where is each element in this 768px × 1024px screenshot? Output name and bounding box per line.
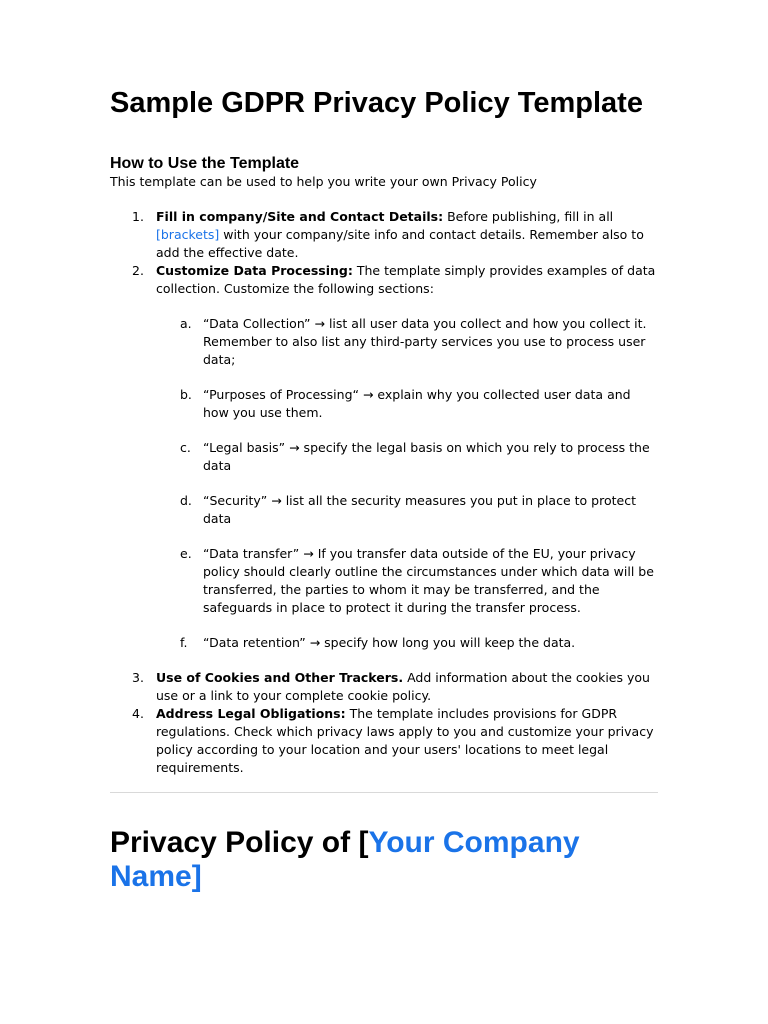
sub-instruction-text: “Data Collection” → list all user data you collect and how you collect it. Remember to also list any third-party services you use to process user data; bbox=[203, 316, 647, 367]
sub-instruction-letter: f. bbox=[180, 635, 188, 650]
instruction-lead: Customize Data Processing: bbox=[156, 263, 353, 278]
sub-instruction-letter: c. bbox=[180, 440, 191, 455]
document-title: Sample GDPR Privacy Policy Template bbox=[110, 87, 643, 119]
sub-instruction-text: “Security” → list all the security measures you put in place to protect data bbox=[203, 493, 636, 526]
section-divider bbox=[110, 792, 658, 793]
instruction-number: 3. bbox=[132, 670, 144, 685]
sub-instruction-item bbox=[156, 439, 658, 475]
sub-instruction-item bbox=[156, 545, 658, 617]
sub-instruction-text: “Legal basis” → specify the legal basis on which you rely to process the data bbox=[203, 440, 650, 473]
instruction-list bbox=[110, 208, 658, 777]
instruction-number: 2. bbox=[132, 263, 144, 278]
instruction-item bbox=[110, 705, 658, 777]
sub-instruction-item bbox=[156, 634, 658, 652]
sub-instruction-letter: a. bbox=[180, 316, 192, 331]
policy-title bbox=[110, 826, 658, 894]
company-name-placeholder: Your Company Name] bbox=[110, 826, 580, 893]
sub-instruction-text: “Data retention” → specify how long you will keep the data. bbox=[203, 635, 576, 650]
sub-instruction-letter: d. bbox=[180, 493, 192, 508]
instruction-item bbox=[110, 669, 658, 705]
sub-instruction-item bbox=[156, 386, 658, 422]
instruction-lead: Address Legal Obligations: bbox=[156, 706, 346, 721]
instruction-lead: Fill in company/Site and Contact Details: bbox=[156, 209, 444, 224]
instruction-text: with your company/site info and contact details. Remember also to add the effective date. bbox=[156, 227, 644, 260]
sub-instruction-letter: b. bbox=[180, 387, 192, 402]
sub-instruction-item bbox=[156, 315, 658, 369]
instruction-lead: Use of Cookies and Other Trackers. bbox=[156, 670, 404, 685]
instruction-item bbox=[110, 208, 658, 262]
instruction-text: The template includes provisions for GDPR regulations. Check which privacy laws apply to you and customize your privacy policy according to your location and your users' locations to meet legal requirements. bbox=[156, 706, 654, 775]
instruction-text: Before publishing, fill in all bbox=[443, 209, 614, 224]
instruction-number: 1. bbox=[132, 209, 144, 224]
sub-instruction-letter: e. bbox=[180, 546, 192, 561]
sub-instruction-text: “Purposes of Processing“ → explain why you collected user data and how you use them. bbox=[203, 387, 631, 420]
instruction-text: The template simply provides examples of data collection. Customize the following sections: bbox=[156, 263, 656, 296]
sub-instruction-text: “Data transfer” → If you transfer data outside of the EU, your privacy policy should clearly outline the circumstances under which data will be transferred, the parties to whom it may be transferred, and the safeguards in place to protect it during the transfer process. bbox=[203, 546, 654, 615]
section-heading-how-to: How to Use the Template bbox=[110, 155, 300, 172]
brackets-link[interactable]: [brackets] bbox=[156, 227, 220, 242]
instruction-number: 4. bbox=[132, 706, 144, 721]
instruction-text: Add information about the cookies you use or a link to your complete cookie policy. bbox=[156, 670, 650, 703]
policy-title-prefix: Privacy Policy of [ bbox=[110, 826, 369, 859]
how-to-intro: This template can be used to help you write your own Privacy Policy bbox=[110, 174, 537, 189]
instruction-item bbox=[110, 262, 658, 652]
sub-instruction-item bbox=[156, 492, 658, 528]
sub-instruction-list bbox=[156, 315, 658, 652]
